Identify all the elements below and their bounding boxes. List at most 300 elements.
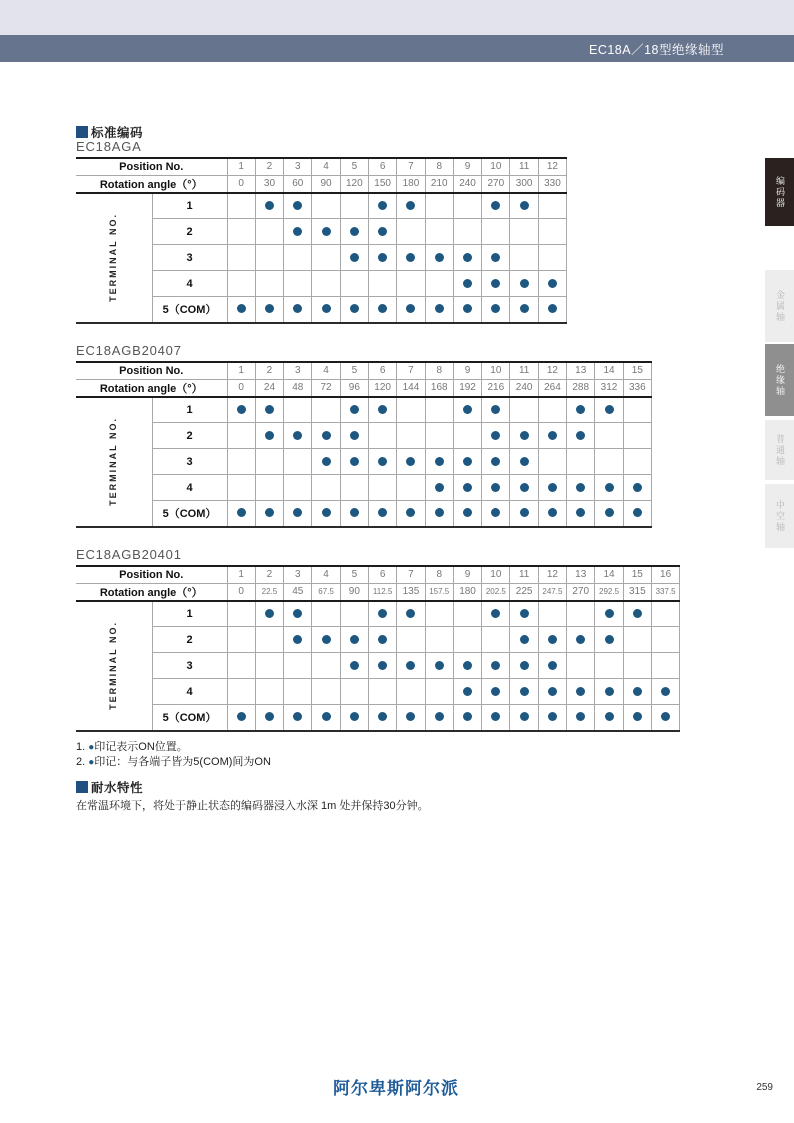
switch-cell: [369, 297, 397, 323]
angle-cell: 270: [482, 175, 510, 193]
note-line: [76, 740, 271, 755]
side-tab-strip: [765, 0, 794, 1123]
switch-cell: [397, 219, 425, 245]
side-tab-label: 绝缘轴: [775, 363, 785, 397]
switch-cell: [482, 475, 510, 501]
on-dot: [378, 227, 387, 236]
angle-cell: 72: [312, 379, 340, 397]
switch-cell: [227, 193, 255, 219]
position-row-label: Position No.: [76, 362, 227, 379]
on-dot: [605, 712, 614, 721]
switch-cell: [255, 501, 283, 527]
position-cell: 12: [538, 158, 566, 175]
position-cell: 2: [255, 566, 283, 583]
angle-cell: 150: [369, 175, 397, 193]
side-tab-label: 中空轴: [775, 499, 785, 533]
on-dot: [406, 457, 415, 466]
switch-cell: [453, 449, 481, 475]
on-dot: [406, 712, 415, 721]
switch-cell: [255, 627, 283, 653]
on-dot: [661, 687, 670, 696]
angle-cell: 90: [340, 583, 368, 601]
switch-cell: [284, 627, 312, 653]
side-tab-4[interactable]: [765, 420, 794, 480]
side-tab-label: 普通轴: [775, 433, 785, 467]
switch-cell: [425, 397, 453, 423]
on-dot: [435, 712, 444, 721]
on-dot: [322, 431, 331, 440]
angle-cell: 0: [227, 583, 255, 601]
angle-cell: 0: [227, 175, 255, 193]
switch-cell: [397, 449, 425, 475]
on-dot: [548, 279, 557, 288]
table-block-EC18AGB20407: [76, 343, 652, 528]
on-dot: [520, 431, 529, 440]
switch-cell: [340, 193, 368, 219]
switch-cell: [651, 705, 679, 731]
on-dot: [322, 457, 331, 466]
on-dot: [265, 712, 274, 721]
switch-cell: [312, 475, 340, 501]
switch-cell: [510, 601, 538, 627]
angle-cell: 202.5: [482, 583, 510, 601]
angle-cell: 247.5: [538, 583, 566, 601]
switch-cell: [623, 627, 651, 653]
section-heading-water: [76, 778, 143, 796]
angle-cell: 67.5: [312, 583, 340, 601]
switch-cell: [510, 501, 538, 527]
side-tab-5[interactable]: [765, 484, 794, 548]
switch-cell: [623, 601, 651, 627]
switch-cell: [425, 679, 453, 705]
on-dot: [350, 304, 359, 313]
switch-cell: [623, 449, 651, 475]
on-dot: [633, 483, 642, 492]
angle-cell: 240: [453, 175, 481, 193]
on-dot: [576, 431, 585, 440]
position-cell: 4: [312, 566, 340, 583]
on-dot: [520, 687, 529, 696]
switch-cell: [369, 679, 397, 705]
switch-cell: [312, 627, 340, 653]
encoder-table-EC18AGB20401: [76, 565, 680, 732]
switch-cell: [312, 705, 340, 731]
switch-cell: [369, 501, 397, 527]
terminal-label: 2: [152, 423, 227, 449]
on-dot: [435, 661, 444, 670]
position-cell: 6: [369, 566, 397, 583]
on-dot: [548, 431, 557, 440]
position-cell: 8: [425, 566, 453, 583]
switch-cell: [510, 193, 538, 219]
switch-cell: [255, 601, 283, 627]
switch-cell: [255, 245, 283, 271]
switch-cell: [312, 601, 340, 627]
on-dot: [463, 687, 472, 696]
switch-cell: [284, 601, 312, 627]
switch-cell: [453, 219, 481, 245]
switch-cell: [227, 475, 255, 501]
header-bar: [0, 35, 794, 62]
terminal-label: 1: [152, 397, 227, 423]
on-dot: [237, 304, 246, 313]
note-number: 1.: [76, 741, 86, 753]
position-cell: 4: [312, 158, 340, 175]
on-dot: [322, 227, 331, 236]
switch-cell: [227, 601, 255, 627]
position-cell: 16: [651, 566, 679, 583]
switch-cell: [453, 423, 481, 449]
terminal-label: 3: [152, 653, 227, 679]
on-dot: [322, 508, 331, 517]
switch-cell: [567, 601, 595, 627]
switch-cell: [567, 653, 595, 679]
on-dot: [520, 304, 529, 313]
on-dot: [463, 661, 472, 670]
position-cell: 14: [595, 362, 623, 379]
switch-cell: [227, 271, 255, 297]
switch-cell: [538, 397, 566, 423]
switch-cell: [255, 423, 283, 449]
switch-cell: [397, 271, 425, 297]
switch-cell: [595, 475, 623, 501]
switch-cell: [340, 475, 368, 501]
terminal-no-header: [76, 193, 152, 323]
switch-cell: [453, 297, 481, 323]
switch-cell: [284, 679, 312, 705]
angle-cell: 330: [538, 175, 566, 193]
on-dot: [293, 712, 302, 721]
switch-cell: [595, 679, 623, 705]
switch-cell: [651, 627, 679, 653]
on-dot: [520, 457, 529, 466]
position-cell: 2: [255, 362, 283, 379]
header-title: EC18A／18型绝缘轴型: [588, 42, 724, 57]
switch-cell: [312, 449, 340, 475]
position-cell: 1: [227, 566, 255, 583]
switch-cell: [538, 297, 566, 323]
switch-cell: [482, 501, 510, 527]
switch-cell: [425, 423, 453, 449]
switch-cell: [284, 193, 312, 219]
on-dot: [350, 661, 359, 670]
switch-cell: [227, 449, 255, 475]
section-heading-water-label: 耐水特性: [91, 781, 144, 795]
switch-cell: [227, 679, 255, 705]
switch-cell: [425, 449, 453, 475]
switch-cell: [369, 193, 397, 219]
side-tab-2[interactable]: [765, 270, 794, 342]
angle-cell: 225: [510, 583, 538, 601]
switch-cell: [538, 449, 566, 475]
switch-cell: [369, 219, 397, 245]
switch-cell: [369, 271, 397, 297]
switch-cell: [623, 475, 651, 501]
switch-cell: [255, 475, 283, 501]
on-dot: [378, 712, 387, 721]
on-dot: [520, 712, 529, 721]
angle-cell: 288: [567, 379, 595, 397]
on-dot: [548, 635, 557, 644]
on-dot: [576, 687, 585, 696]
angle-cell: 312: [595, 379, 623, 397]
on-dot: [491, 508, 500, 517]
switch-cell: [510, 449, 538, 475]
position-cell: 12: [538, 566, 566, 583]
model-name: EC18AGB20407: [76, 343, 182, 358]
on-dot: [435, 483, 444, 492]
side-tab-label: 金属轴: [775, 289, 785, 323]
on-dot: [491, 279, 500, 288]
angle-cell: 264: [538, 379, 566, 397]
on-dot: [406, 201, 415, 210]
position-cell: 8: [425, 158, 453, 175]
on-dot: [435, 304, 444, 313]
switch-cell: [340, 705, 368, 731]
switch-cell: [510, 653, 538, 679]
terminal-label: 2: [152, 627, 227, 653]
switch-cell: [369, 475, 397, 501]
switch-cell: [340, 271, 368, 297]
switch-cell: [595, 397, 623, 423]
switch-cell: [340, 627, 368, 653]
on-dot: [605, 635, 614, 644]
switch-cell: [255, 705, 283, 731]
switch-cell: [227, 705, 255, 731]
switch-cell: [312, 653, 340, 679]
terminal-label: 3: [152, 449, 227, 475]
switch-cell: [340, 601, 368, 627]
on-dot: [491, 304, 500, 313]
angle-cell: 135: [397, 583, 425, 601]
position-cell: 9: [453, 362, 481, 379]
switch-cell: [255, 271, 283, 297]
position-cell: 7: [397, 566, 425, 583]
on-dot: [463, 508, 472, 517]
switch-cell: [538, 219, 566, 245]
rotation-row-label: Rotation angle（°）: [76, 379, 227, 397]
encoder-table-EC18AGA: [76, 157, 567, 324]
switch-cell: [538, 501, 566, 527]
terminal-no-header: [76, 601, 152, 731]
switch-cell: [567, 501, 595, 527]
switch-cell: [651, 601, 679, 627]
angle-cell: 336: [623, 379, 651, 397]
on-dot: [520, 483, 529, 492]
switch-cell: [538, 475, 566, 501]
on-dot: [350, 431, 359, 440]
section-heading-coding-label: 标准编码: [91, 126, 144, 140]
switch-cell: [567, 397, 595, 423]
switch-cell: [567, 627, 595, 653]
on-dot-glyph: ●: [88, 757, 95, 768]
position-cell: 9: [453, 158, 481, 175]
on-dot: [265, 201, 274, 210]
on-dot: [350, 508, 359, 517]
on-dot: [378, 609, 387, 618]
on-dot: [406, 304, 415, 313]
switch-cell: [623, 501, 651, 527]
switch-cell: [538, 601, 566, 627]
terminal-label: 5（COM）: [152, 501, 227, 527]
terminal-label: 5（COM）: [152, 297, 227, 323]
switch-cell: [453, 705, 481, 731]
angle-cell: 192: [453, 379, 481, 397]
on-dot: [463, 712, 472, 721]
switch-cell: [312, 245, 340, 271]
switch-cell: [340, 679, 368, 705]
note-line: [76, 755, 271, 770]
on-dot: [237, 508, 246, 517]
on-dot: [576, 635, 585, 644]
position-cell: 10: [482, 566, 510, 583]
on-dot: [265, 508, 274, 517]
switch-cell: [425, 219, 453, 245]
switch-cell: [482, 705, 510, 731]
on-dot: [605, 405, 614, 414]
switch-cell: [340, 245, 368, 271]
position-cell: 9: [453, 566, 481, 583]
angle-cell: 60: [284, 175, 312, 193]
switch-cell: [369, 653, 397, 679]
switch-cell: [538, 653, 566, 679]
on-dot: [350, 712, 359, 721]
position-cell: 13: [567, 566, 595, 583]
top-band: [0, 0, 794, 35]
angle-cell: 270: [567, 583, 595, 601]
switch-cell: [510, 705, 538, 731]
on-dot: [435, 253, 444, 262]
on-dot: [293, 227, 302, 236]
side-tab-1[interactable]: [765, 158, 794, 226]
on-dot: [350, 457, 359, 466]
angle-cell: 22.5: [255, 583, 283, 601]
note-text: 印记表示ON位置。: [94, 741, 188, 753]
position-cell: 7: [397, 158, 425, 175]
position-cell: 15: [623, 362, 651, 379]
angle-cell: 112.5: [369, 583, 397, 601]
switch-cell: [227, 297, 255, 323]
switch-cell: [255, 297, 283, 323]
angle-cell: 240: [510, 379, 538, 397]
position-cell: 4: [312, 362, 340, 379]
position-cell: 5: [340, 158, 368, 175]
note-text: 印记：与各端子皆为5(COM)间为ON: [94, 756, 271, 768]
switch-cell: [482, 397, 510, 423]
switch-cell: [623, 397, 651, 423]
side-tab-3[interactable]: [765, 344, 794, 416]
on-dot: [350, 227, 359, 236]
switch-cell: [567, 705, 595, 731]
switch-cell: [425, 705, 453, 731]
switch-cell: [482, 653, 510, 679]
switch-cell: [284, 501, 312, 527]
position-cell: 1: [227, 362, 255, 379]
on-dot: [293, 635, 302, 644]
switch-cell: [651, 679, 679, 705]
switch-cell: [340, 501, 368, 527]
position-cell: 11: [510, 158, 538, 175]
angle-cell: 45: [284, 583, 312, 601]
on-dot: [548, 483, 557, 492]
switch-cell: [482, 271, 510, 297]
switch-cell: [284, 705, 312, 731]
switch-cell: [312, 423, 340, 449]
switch-cell: [453, 601, 481, 627]
switch-cell: [510, 219, 538, 245]
switch-cell: [340, 219, 368, 245]
switch-cell: [482, 627, 510, 653]
on-dot: [378, 635, 387, 644]
angle-cell: 292.5: [595, 583, 623, 601]
on-dot: [576, 483, 585, 492]
on-dot: [548, 508, 557, 517]
switch-cell: [595, 705, 623, 731]
position-cell: 5: [340, 362, 368, 379]
on-dot: [605, 483, 614, 492]
on-dot: [406, 508, 415, 517]
switch-cell: [651, 653, 679, 679]
switch-cell: [397, 501, 425, 527]
on-dot: [378, 304, 387, 313]
on-dot: [265, 304, 274, 313]
terminal-label: 1: [152, 601, 227, 627]
terminal-label: 4: [152, 475, 227, 501]
on-dot: [293, 304, 302, 313]
switch-cell: [397, 423, 425, 449]
switch-cell: [284, 245, 312, 271]
on-dot: [491, 457, 500, 466]
on-dot: [491, 712, 500, 721]
switch-cell: [510, 627, 538, 653]
switch-cell: [369, 245, 397, 271]
angle-cell: 120: [340, 175, 368, 193]
on-dot: [237, 712, 246, 721]
switch-cell: [397, 679, 425, 705]
switch-cell: [595, 501, 623, 527]
switch-cell: [312, 271, 340, 297]
terminal-label: 3: [152, 245, 227, 271]
switch-cell: [397, 297, 425, 323]
on-dot: [548, 712, 557, 721]
terminal-label: 4: [152, 271, 227, 297]
angle-cell: 48: [284, 379, 312, 397]
on-dot: [520, 279, 529, 288]
switch-cell: [397, 397, 425, 423]
switch-cell: [425, 475, 453, 501]
position-cell: 2: [255, 158, 283, 175]
on-dot: [633, 712, 642, 721]
angle-cell: 216: [482, 379, 510, 397]
on-dot: [435, 457, 444, 466]
switch-cell: [425, 601, 453, 627]
switch-cell: [595, 423, 623, 449]
on-dot: [491, 609, 500, 618]
switch-cell: [453, 475, 481, 501]
on-dot: [350, 253, 359, 262]
switch-cell: [482, 245, 510, 271]
switch-cell: [482, 423, 510, 449]
switch-cell: [284, 271, 312, 297]
switch-cell: [538, 271, 566, 297]
on-dot: [576, 405, 585, 414]
on-dot: [378, 457, 387, 466]
angle-cell: 337.5: [651, 583, 679, 601]
switch-cell: [397, 705, 425, 731]
on-dot: [576, 712, 585, 721]
switch-cell: [510, 475, 538, 501]
switch-cell: [623, 423, 651, 449]
